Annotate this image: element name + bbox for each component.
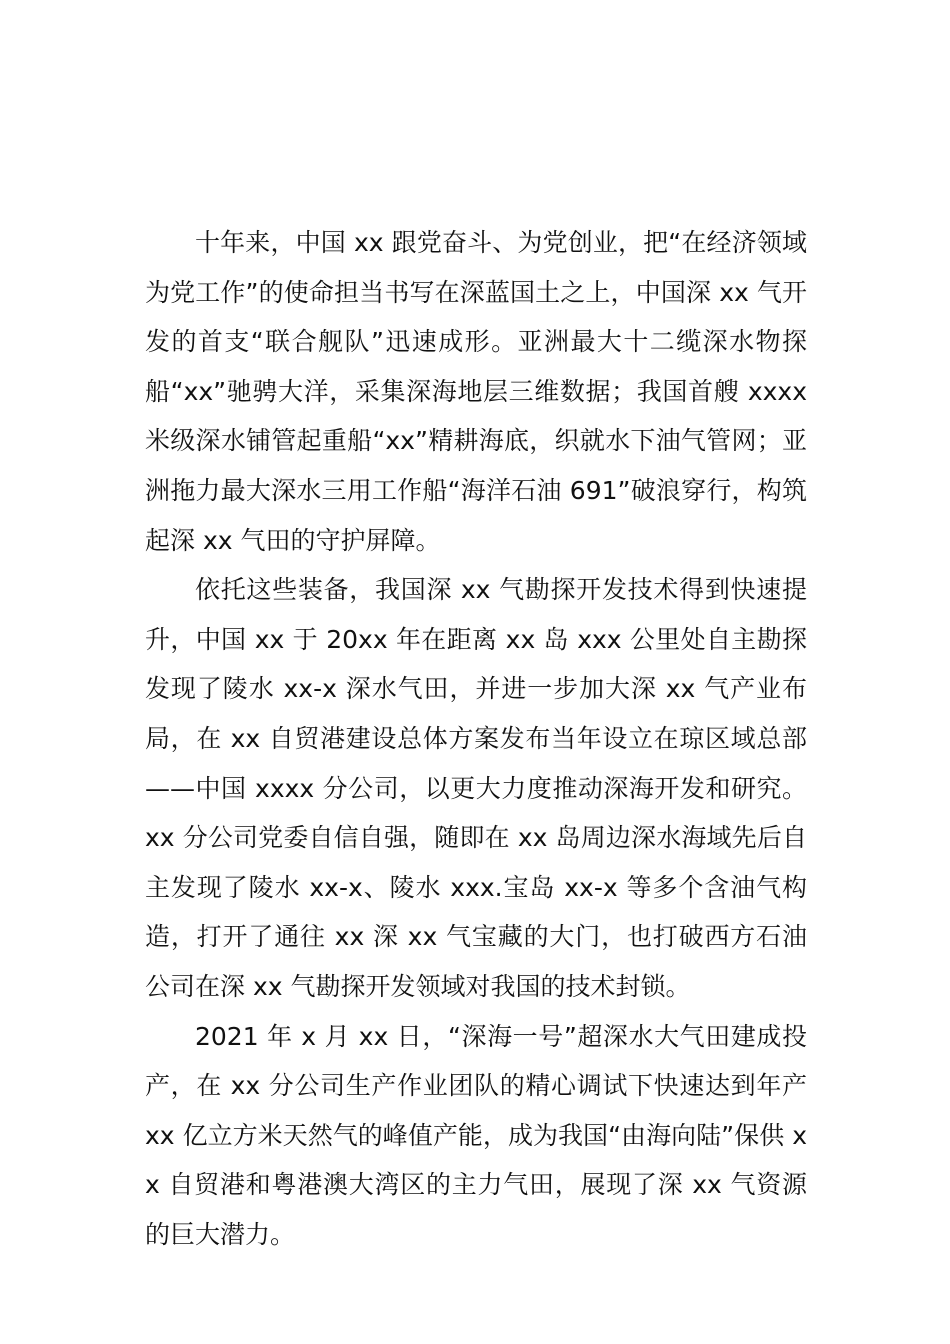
paragraph-1: 十年来，中国 xx 跟党奋斗、为党创业，把“在经济领域为党工作”的使命担当书写在深蓝国土之上，中国深 xx 气开发的首支“联合舰队”迅速成形。亚洲最大十二缆深水物探船“xx”驰骋大洋，采集深海地层三维数据；我国首艘 xxxx 米级深水铺管起重船“xx”精耕海底，织就水下油气管网；亚洲拖力最大深水三用工作船“海洋石油 691”破浪穿行，构筑起深 xx 气田的守护屏障。 <box>145 228 807 555</box>
paragraph-2: 依托这些装备，我国深 xx 气勘探开发技术得到快速提升，中国 xx 于 20xx 年在距离 xx 岛 xxx 公里处自主勘探发现了陵水 xx-x 深水气田，并进一步加大深 xx 气产业布局，在 xx 自贸港建设总体方案发布当年设立在琼区域总部——中国 xxxx 分公司，以更大力度推动深海开发和研究。xx 分公司党委自信自强，随即在 xx 岛周边深水海域先后自主发现了陵水 xx-x、陵水 xxx.宝岛 xx-x 等多个含油气构造，打开了通往 xx 深 xx 气宝藏的大门，也打破西方石油公司在深 xx 气勘探开发领域对我国的技术封锁。 <box>145 575 807 1001</box>
document-body <box>145 218 807 1259</box>
paragraph-3: 2021 年 x 月 xx 日，“深海一号”超深水大气田建成投产，在 xx 分公司生产作业团队的精心调试下快速达到年产 xx 亿立方米天然气的峰值产能，成为我国“由海向陆”保供 xx 自贸港和粤港澳大湾区的主力气田，展现了深 xx 气资源的巨大潜力。 <box>145 1021 807 1249</box>
